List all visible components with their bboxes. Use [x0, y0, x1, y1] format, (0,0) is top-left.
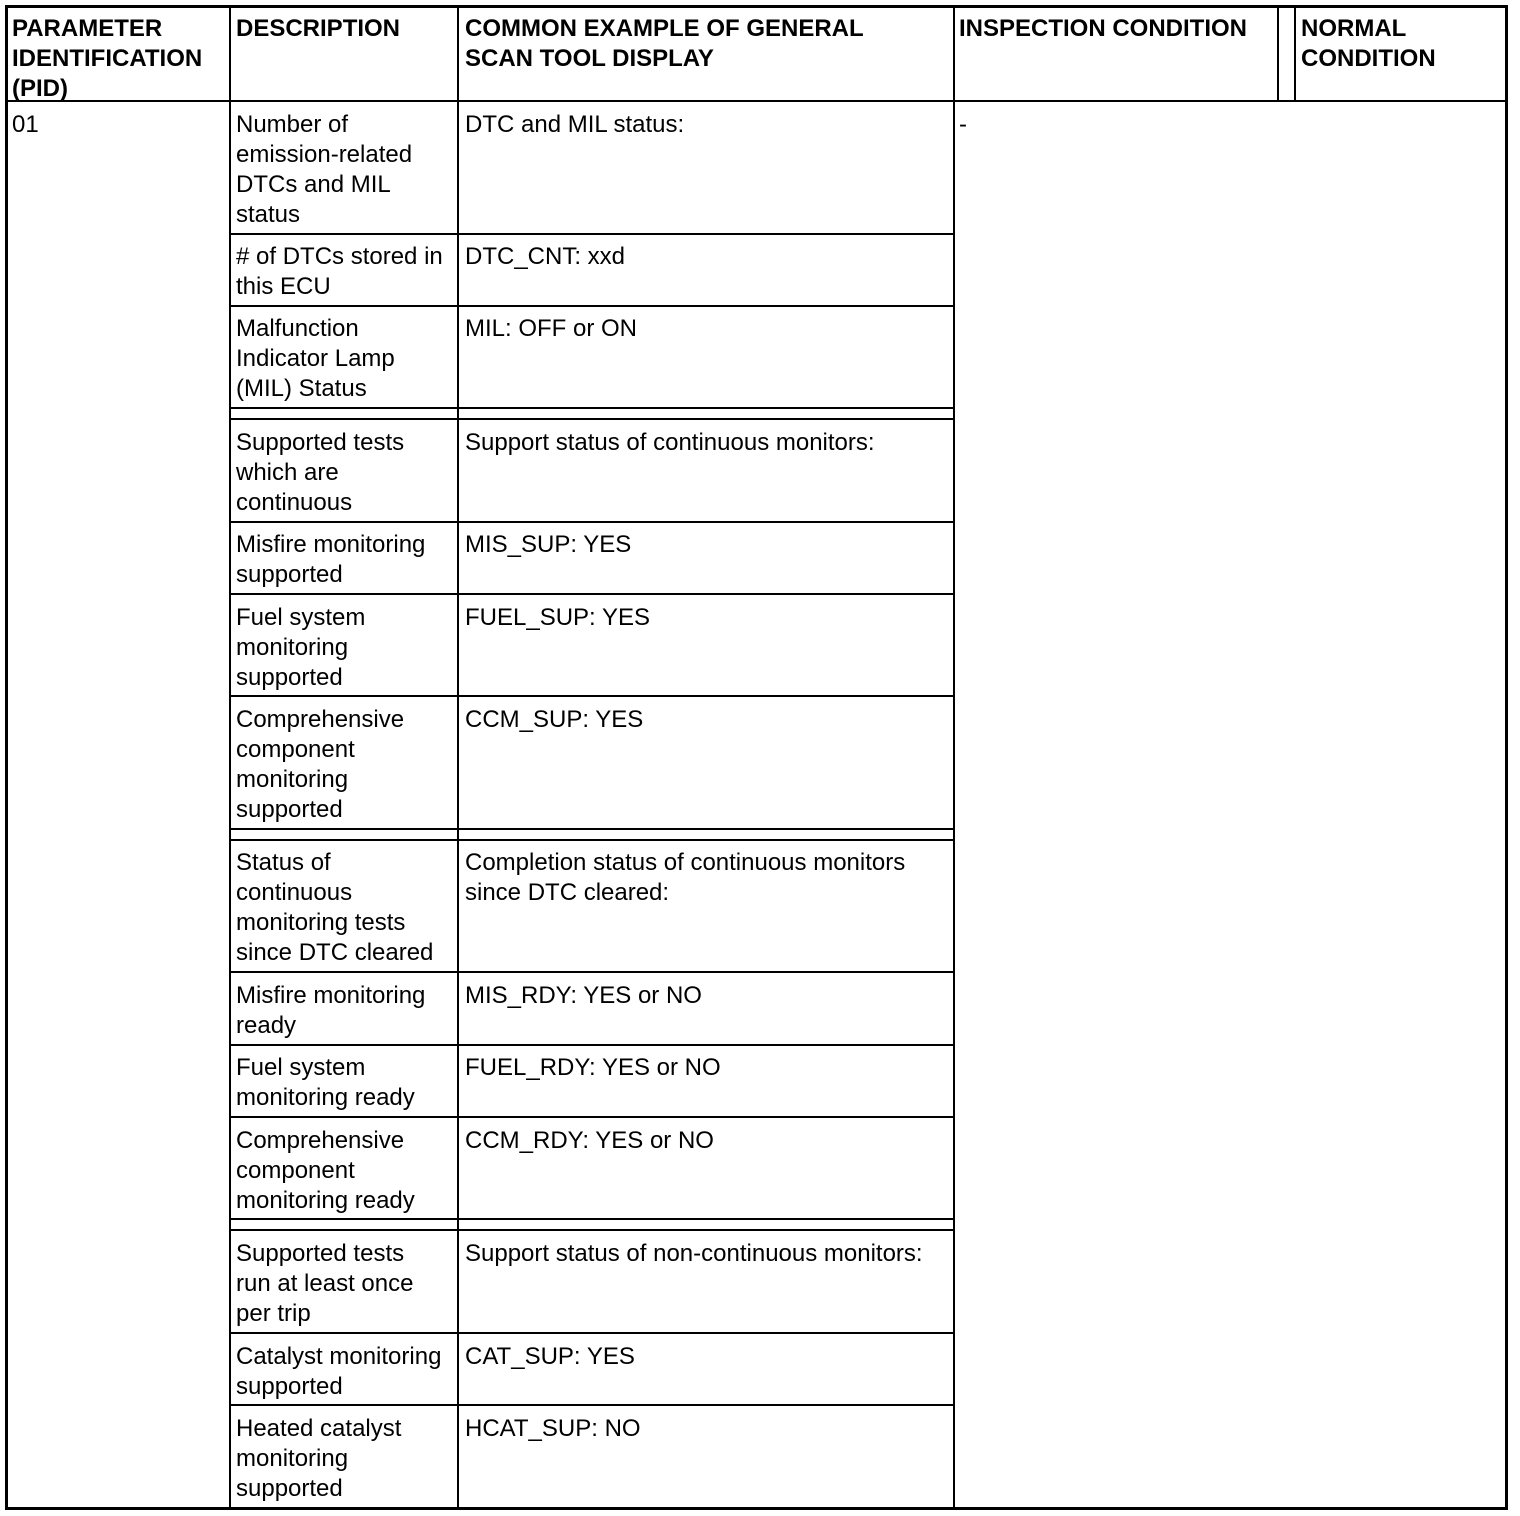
- row-divider: [231, 233, 953, 235]
- row-divider: [231, 593, 953, 595]
- col-divider-inspection-b: [1294, 8, 1296, 101]
- pid-value: 01: [12, 111, 39, 138]
- row-example: MIS_SUP: YES: [465, 531, 632, 558]
- row-example: Completion status of continuous monitors since DTC cleared:: [465, 849, 906, 906]
- row-example: CAT_SUP: YES: [465, 1343, 635, 1370]
- row-description: Fuel system monitoring ready: [236, 1054, 415, 1111]
- row-divider: [231, 521, 953, 523]
- row-example: Support status of non-continuous monitors:: [465, 1240, 923, 1267]
- header-normal: NORMAL CONDITION: [1301, 15, 1436, 72]
- row-description: Misfire monitoring ready: [236, 982, 426, 1039]
- row-divider: [231, 695, 953, 697]
- row-description: # of DTCs stored in this ECU: [236, 243, 443, 300]
- inspection-value: -: [959, 111, 967, 138]
- row-description: Supported tests run at least once per trip: [236, 1240, 414, 1327]
- row-divider: [231, 839, 953, 841]
- row-example: CCM_SUP: YES: [465, 706, 644, 733]
- row-example: DTC_CNT: xxd: [465, 243, 626, 270]
- row-description: Malfunction Indicator Lamp (MIL) Status: [236, 315, 395, 402]
- row-example: FUEL_SUP: YES: [465, 604, 650, 631]
- row-example: DTC and MIL status:: [465, 111, 685, 138]
- header-inspection: INSPECTION CONDITION: [959, 15, 1248, 42]
- row-divider: [231, 1218, 953, 1220]
- header-description: DESCRIPTION: [236, 15, 401, 42]
- row-divider: [231, 1229, 953, 1231]
- row-example: Support status of continuous monitors:: [465, 429, 875, 456]
- col-divider-example: [953, 8, 955, 1507]
- header-example: COMMON EXAMPLE OF GENERAL SCAN TOOL DISPLAY: [465, 15, 864, 72]
- row-example: CCM_RDY: YES or NO: [465, 1127, 714, 1154]
- row-description: Comprehensive component monitoring ready: [236, 1127, 415, 1214]
- row-description: Catalyst monitoring supported: [236, 1343, 442, 1400]
- row-divider: [231, 1404, 953, 1406]
- row-divider: [231, 1044, 953, 1046]
- row-example: HCAT_SUP: NO: [465, 1415, 641, 1442]
- header-pid: PARAMETER IDENTIFICATION (PID): [12, 15, 203, 102]
- row-description: Supported tests which are continuous: [236, 429, 405, 516]
- row-description: Comprehensive component monitoring supported: [236, 706, 405, 823]
- row-description: Heated catalyst monitoring supported: [236, 1415, 402, 1502]
- row-example: FUEL_RDY: YES or NO: [465, 1054, 721, 1081]
- row-example: MIL: OFF or ON: [465, 315, 638, 342]
- row-divider: [231, 407, 953, 409]
- row-divider: [231, 1332, 953, 1334]
- row-divider: [231, 305, 953, 307]
- row-example: MIS_RDY: YES or NO: [465, 982, 702, 1009]
- row-divider: [231, 828, 953, 830]
- header-divider: [8, 100, 1505, 102]
- row-description: Misfire monitoring supported: [236, 531, 426, 588]
- row-description: Fuel system monitoring supported: [236, 604, 366, 691]
- row-divider: [231, 971, 953, 973]
- row-divider: [231, 418, 953, 420]
- row-divider: [231, 1116, 953, 1118]
- row-description: Number of emission-related DTCs and MIL status: [236, 111, 413, 228]
- col-divider-inspection-a: [1277, 8, 1279, 101]
- row-description: Status of continuous monitoring tests since DTC cleared: [236, 849, 434, 966]
